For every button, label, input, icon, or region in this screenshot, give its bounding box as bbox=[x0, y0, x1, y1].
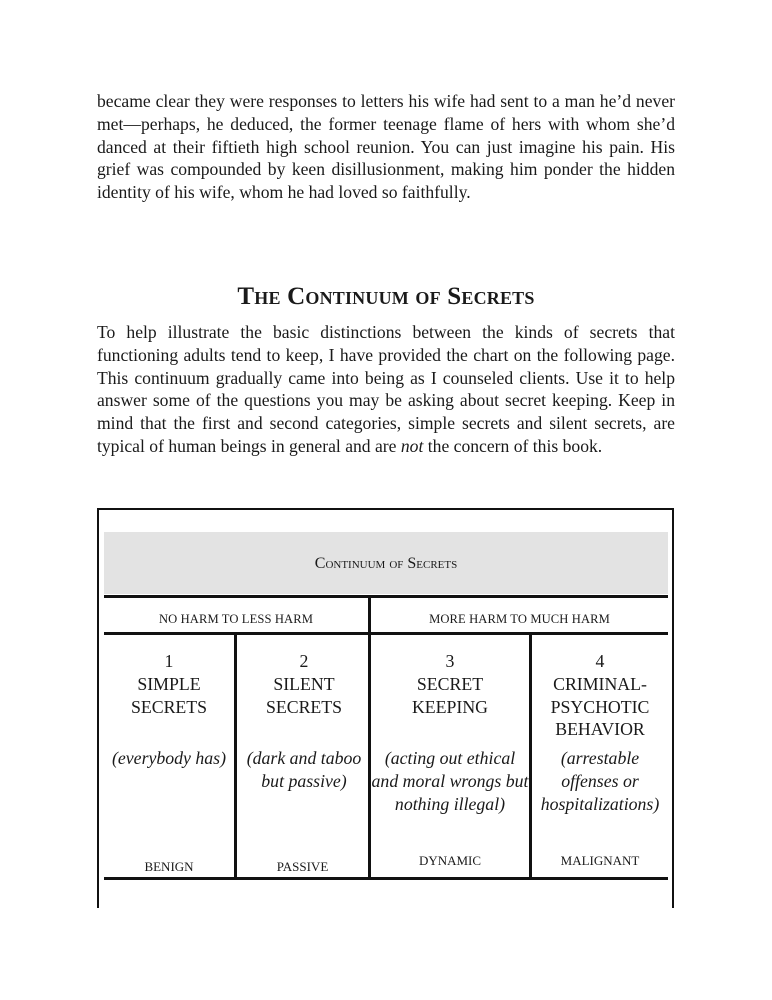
category-column-3 bbox=[371, 650, 529, 814]
range-label-low: NO HARM TO LESS HARM bbox=[158, 612, 314, 626]
category-number: 4 bbox=[595, 651, 605, 671]
body-paragraph-2 bbox=[97, 321, 675, 458]
chart-title: Continuum of Secrets bbox=[314, 555, 458, 572]
grid-line-middle bbox=[104, 632, 668, 635]
body-paragraph-1: became clear they were responses to letters his wife had sent to a man he’d never met—perhaps, he deduced, the former teenage flame of hers with whom she’d danced at their fiftieth high school reunion. You can just imagine his pain. His grief was compounded by keen disillusionment, making him ponder the hidden identity of his wife, whom he had loved so faithfully. bbox=[97, 91, 675, 203]
paragraph-text-end: the concern of this book. bbox=[423, 435, 603, 456]
category-label-benign: BENIGN bbox=[144, 859, 194, 874]
category-column-2 bbox=[240, 650, 368, 791]
category-description: (dark and taboo but passive) bbox=[246, 748, 362, 791]
column-divider-1 bbox=[234, 634, 237, 880]
category-label-dynamic: DYNAMIC bbox=[418, 853, 482, 868]
category-label-passive: PASSIVE bbox=[276, 859, 329, 874]
section-heading: The Continuum of Secrets bbox=[237, 283, 535, 310]
category-name: SECRET KEEPING bbox=[411, 673, 489, 717]
grid-line-bottom bbox=[104, 877, 668, 880]
category-name: SIMPLE SECRETS bbox=[130, 673, 208, 717]
category-name: CRIMINAL-PSYCHOTIC BEHAVIOR bbox=[550, 673, 650, 740]
category-column-4 bbox=[532, 650, 668, 814]
category-description: (acting out ethical and moral wrongs but nothing illegal) bbox=[371, 748, 529, 814]
category-number: 1 bbox=[164, 651, 174, 671]
category-description: (arrestable offenses or hospitalizations) bbox=[540, 748, 660, 814]
category-column-1 bbox=[104, 650, 234, 768]
chart-border-left bbox=[97, 508, 99, 908]
category-number: 2 bbox=[299, 651, 309, 671]
emphasized-word: not bbox=[400, 435, 424, 456]
category-name: SILENT SECRETS bbox=[265, 673, 343, 717]
category-number: 3 bbox=[445, 651, 455, 671]
chart-border-top bbox=[97, 508, 674, 510]
range-divider bbox=[368, 597, 371, 880]
category-label-malignant: MALIGNANT bbox=[560, 853, 640, 868]
chart-title-banner bbox=[104, 532, 668, 594]
paragraph-text: To help illustrate the basic distinctions between the kinds of secrets that functioning adults tend to keep, I have provided the chart on the following page. This continuum gradually came into being as I counseled clients. Use it to help answer some of the questions you may be asking about secret keeping. Keep in mind that the first and second categories, simple secrets and silent secrets, are typical of human beings in general and are bbox=[97, 322, 675, 456]
category-description: (everybody has) bbox=[111, 748, 227, 768]
grid-line-top bbox=[104, 595, 668, 598]
chart-border-right bbox=[672, 508, 674, 908]
range-label-high: MORE HARM TO MUCH HARM bbox=[429, 612, 610, 626]
